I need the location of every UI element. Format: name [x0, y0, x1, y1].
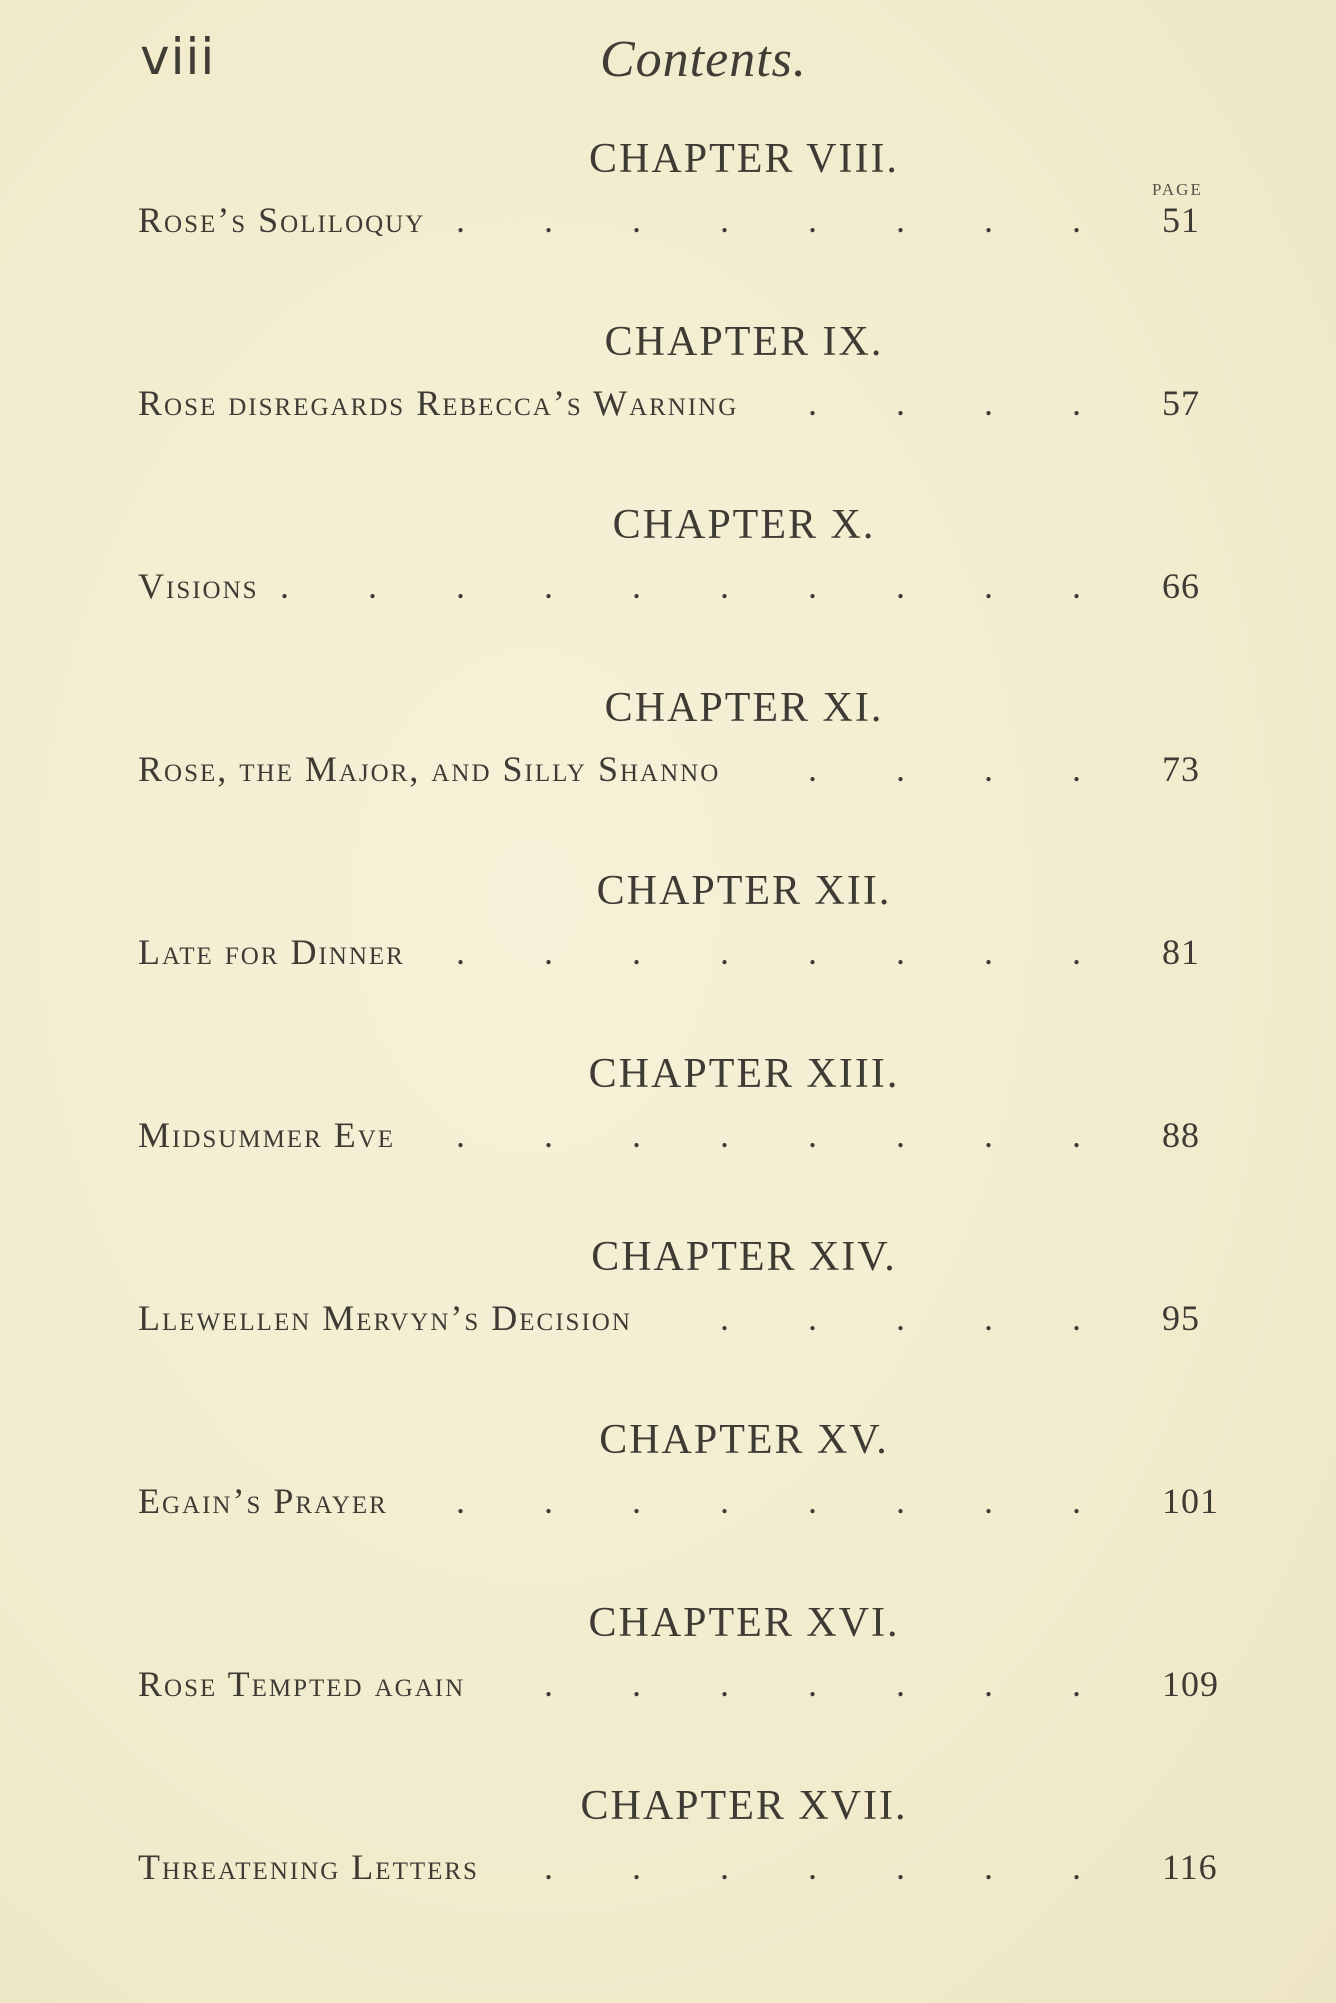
page-column-label: PAGE [1152, 180, 1203, 199]
leader-dot: . [280, 566, 289, 606]
chapter-title: Late for Dinner [138, 932, 405, 972]
toc-row [138, 382, 1218, 442]
chapter-heading: CHAPTER XIII. [588, 1051, 900, 1097]
leader-dot: . [896, 749, 905, 789]
leader-dot: . [1072, 200, 1081, 240]
leader-dot: . [544, 1115, 553, 1155]
leader-dot: . [984, 1298, 993, 1338]
leader-dot: . [632, 1847, 641, 1887]
leader-dot: . [544, 1481, 553, 1521]
toc-row [138, 199, 1218, 259]
dot-leaders [808, 748, 1160, 790]
chapter-title: Threatening Letters [138, 1847, 479, 1887]
dot-leaders [456, 199, 1160, 241]
leader-dot: . [984, 566, 993, 606]
dot-leaders [456, 1114, 1160, 1156]
chapter-heading: CHAPTER XI. [604, 685, 884, 731]
toc-entry [138, 684, 1218, 874]
dot-leaders [456, 931, 1160, 973]
leader-dot: . [984, 1115, 993, 1155]
leader-dot: . [720, 1664, 729, 1704]
toc-row [138, 931, 1218, 991]
chapter-heading: CHAPTER XIV. [591, 1234, 897, 1280]
leader-dot: . [1072, 383, 1081, 423]
toc-entry [138, 318, 1218, 508]
toc-entry [138, 135, 1218, 325]
chapter-title: Rose’s Soliloquy [138, 200, 426, 240]
leader-dot: . [720, 1847, 729, 1887]
leader-dot: . [808, 566, 817, 606]
page-number: 88 [1162, 1115, 1200, 1155]
leader-dot: . [808, 383, 817, 423]
leader-dot: . [984, 200, 993, 240]
dot-leaders [280, 565, 1160, 607]
leader-dot: . [1072, 1847, 1081, 1887]
leader-dot: . [720, 200, 729, 240]
leader-dot: . [896, 383, 905, 423]
leader-dot: . [632, 566, 641, 606]
dot-leaders [544, 1663, 1160, 1705]
toc-entry [138, 1050, 1218, 1240]
leader-dot: . [896, 1847, 905, 1887]
toc-row [138, 1846, 1218, 1906]
leader-dot: . [1072, 1115, 1081, 1155]
leader-dot: . [632, 1664, 641, 1704]
page-number: 81 [1162, 932, 1200, 972]
leader-dot: . [896, 1298, 905, 1338]
toc-row [138, 748, 1218, 808]
leader-dot: . [896, 200, 905, 240]
leader-dot: . [984, 1847, 993, 1887]
toc-row [138, 565, 1218, 625]
chapter-heading: CHAPTER IX. [604, 319, 884, 365]
leader-dot: . [808, 1115, 817, 1155]
leader-dot: . [1072, 1298, 1081, 1338]
page-number: 66 [1162, 566, 1200, 606]
page-number: 109 [1162, 1664, 1219, 1704]
leader-dot: . [984, 749, 993, 789]
chapter-heading: CHAPTER XVII. [580, 1783, 908, 1829]
leader-dot: . [808, 1847, 817, 1887]
toc-entry [138, 1599, 1218, 1789]
leader-dot: . [632, 1115, 641, 1155]
leader-dot: . [544, 1664, 553, 1704]
toc-row [138, 1114, 1218, 1174]
leader-dot: . [1072, 1664, 1081, 1704]
leader-dot: . [984, 1664, 993, 1704]
page-number: 57 [1162, 383, 1200, 423]
toc-entry [138, 501, 1218, 691]
leader-dot: . [808, 1481, 817, 1521]
leader-dot: . [720, 566, 729, 606]
leader-dot: . [984, 1481, 993, 1521]
leader-dot: . [632, 200, 641, 240]
leader-dot: . [456, 1481, 465, 1521]
chapter-title: Egain’s Prayer [138, 1481, 388, 1521]
leader-dot: . [808, 1664, 817, 1704]
leader-dot: . [896, 1664, 905, 1704]
leader-dot: . [1072, 1481, 1081, 1521]
leader-dot: . [1072, 932, 1081, 972]
toc-entry [138, 1416, 1218, 1606]
chapter-heading: CHAPTER XV. [599, 1417, 889, 1463]
leader-dot: . [896, 932, 905, 972]
page-number: 51 [1162, 200, 1200, 240]
leader-dot: . [368, 566, 377, 606]
dot-leaders [544, 1846, 1160, 1888]
leader-dot: . [1072, 749, 1081, 789]
leader-dot: . [896, 566, 905, 606]
chapter-title: Rose Tempted again [138, 1664, 466, 1704]
running-title: Contents. [600, 31, 807, 88]
chapter-title: Llewellen Mervyn’s Decision [138, 1298, 632, 1338]
toc-row [138, 1663, 1218, 1723]
leader-dot: . [720, 1115, 729, 1155]
page-number: 101 [1162, 1481, 1219, 1521]
toc-entry [138, 1233, 1218, 1423]
page-number: 73 [1162, 749, 1200, 789]
toc-row [138, 1297, 1218, 1357]
leader-dot: . [1072, 566, 1081, 606]
leader-dot: . [808, 200, 817, 240]
leader-dot: . [456, 200, 465, 240]
leader-dot: . [456, 1115, 465, 1155]
leader-dot: . [456, 932, 465, 972]
chapter-title: Visions [138, 566, 259, 606]
leader-dot: . [984, 383, 993, 423]
leader-dot: . [720, 1481, 729, 1521]
page-number: 116 [1162, 1847, 1218, 1887]
dot-leaders [720, 1297, 1160, 1339]
toc-entry [138, 1782, 1218, 1972]
chapter-heading: CHAPTER XVI. [588, 1600, 900, 1646]
chapter-title: Rose, the Major, and Silly Shanno [138, 749, 721, 789]
dot-leaders [456, 1480, 1160, 1522]
leader-dot: . [896, 1481, 905, 1521]
toc-row [138, 1480, 1218, 1540]
leader-dot: . [632, 1481, 641, 1521]
leader-dot: . [896, 1115, 905, 1155]
leader-dot: . [544, 1847, 553, 1887]
page-number: 95 [1162, 1298, 1200, 1338]
chapter-title: Midsummer Eve [138, 1115, 396, 1155]
leader-dot: . [456, 566, 465, 606]
dot-leaders [808, 382, 1160, 424]
chapter-heading: CHAPTER X. [612, 502, 876, 548]
leader-dot: . [544, 932, 553, 972]
folio-number: viii [140, 28, 216, 86]
leader-dot: . [808, 932, 817, 972]
leader-dot: . [544, 200, 553, 240]
chapter-title: Rose disregards Rebecca’s Warning [138, 383, 739, 423]
leader-dot: . [544, 566, 553, 606]
leader-dot: . [720, 932, 729, 972]
chapter-heading: CHAPTER XII. [596, 868, 892, 914]
leader-dot: . [720, 1298, 729, 1338]
chapter-heading: CHAPTER VIII. [589, 136, 899, 182]
leader-dot: . [808, 749, 817, 789]
toc-entry [138, 867, 1218, 1057]
leader-dot: . [984, 932, 993, 972]
leader-dot: . [808, 1298, 817, 1338]
leader-dot: . [632, 932, 641, 972]
